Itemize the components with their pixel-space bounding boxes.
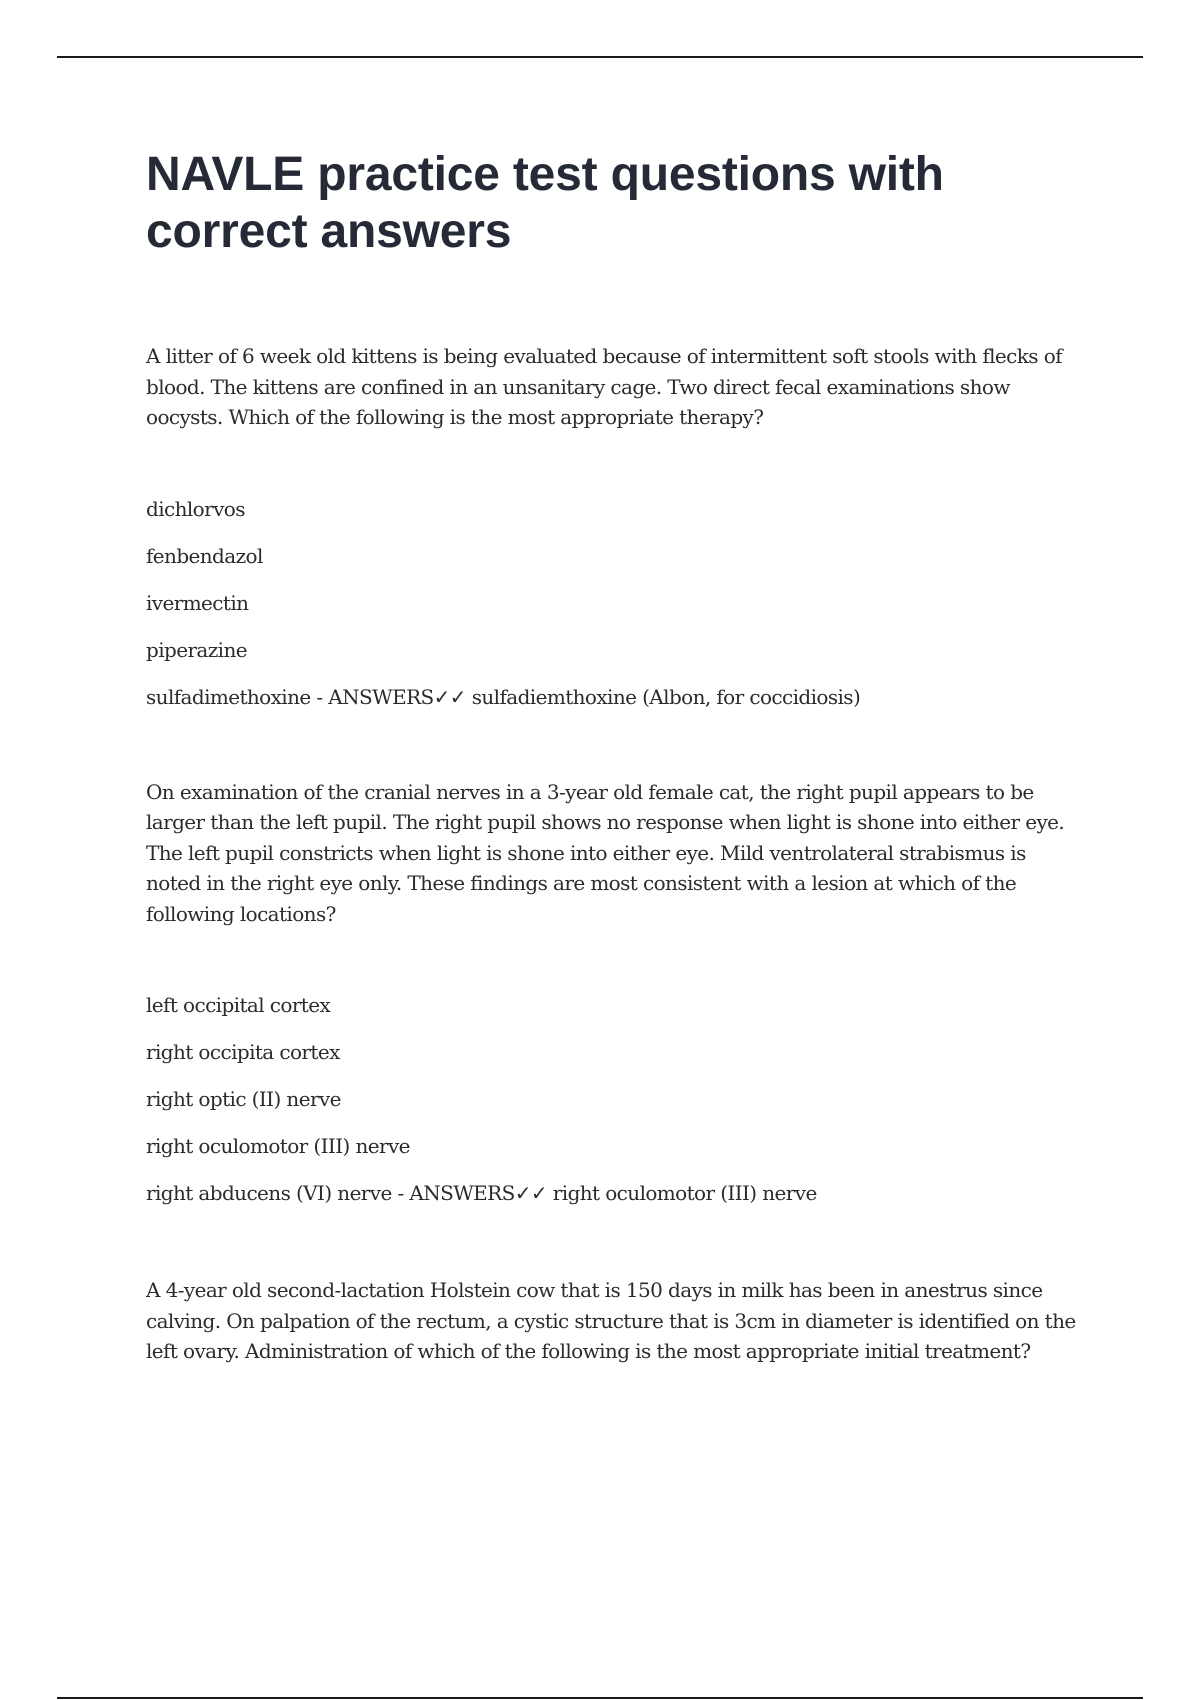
answer-option: right optic (II) nerve bbox=[146, 1087, 341, 1111]
question-1-text: A litter of 6 week old kittens is being evaluated because of intermittent soft stools with flecks of blood. The kittens are confined in an unsanitary cage. Two direct fecal examinations show oocysts. Which of the following is the most appropriate therapy? bbox=[146, 344, 1062, 429]
question-2-options bbox=[146, 991, 1076, 1207]
document-body bbox=[146, 146, 1076, 1367]
bottom-rule bbox=[57, 1697, 1143, 1699]
answer-option: left occipital cortex bbox=[146, 993, 331, 1017]
answer-option-with-answer: sulfadimethoxine - ANSWERS✓✓ sulfadiemthoxine (Albon, for coccidiosis) bbox=[146, 684, 861, 709]
answer-option: fenbendazol bbox=[146, 543, 263, 568]
answer-option: right occipita cortex bbox=[146, 1040, 340, 1064]
question-3-text: A 4-year old second-lactation Holstein cow that is 150 days in milk has been in anestrus since calving. On palpation of the rectum, a cystic structure that is 3cm in diameter is identified on the left ovary. Administration of which of the following is the most appropriate initial treatment? bbox=[146, 1278, 1076, 1363]
question-1-options bbox=[146, 495, 1076, 711]
document-title: NAVLE practice test questions with correct answers bbox=[146, 148, 944, 258]
answer-option: ivermectin bbox=[146, 590, 249, 615]
question-2-text: On examination of the cranial nerves in a 3-year old female cat, the right pupil appears to be larger than the left pupil. The right pupil shows no response when light is shone into either eye. The left pupil constricts when light is shone into either eye. Mild ventrolateral strabismus is noted in the right eye only. These findings are most consistent with a lesion at which of the following locations? bbox=[146, 779, 1065, 926]
answer-option: dichlorvos bbox=[146, 496, 245, 521]
top-rule bbox=[57, 56, 1143, 58]
answer-option: right oculomotor (III) nerve bbox=[146, 1134, 410, 1158]
answer-option: piperazine bbox=[146, 637, 247, 662]
answer-option-with-answer: right abducens (VI) nerve - ANSWERS✓✓ right oculomotor (III) nerve bbox=[146, 1181, 817, 1205]
